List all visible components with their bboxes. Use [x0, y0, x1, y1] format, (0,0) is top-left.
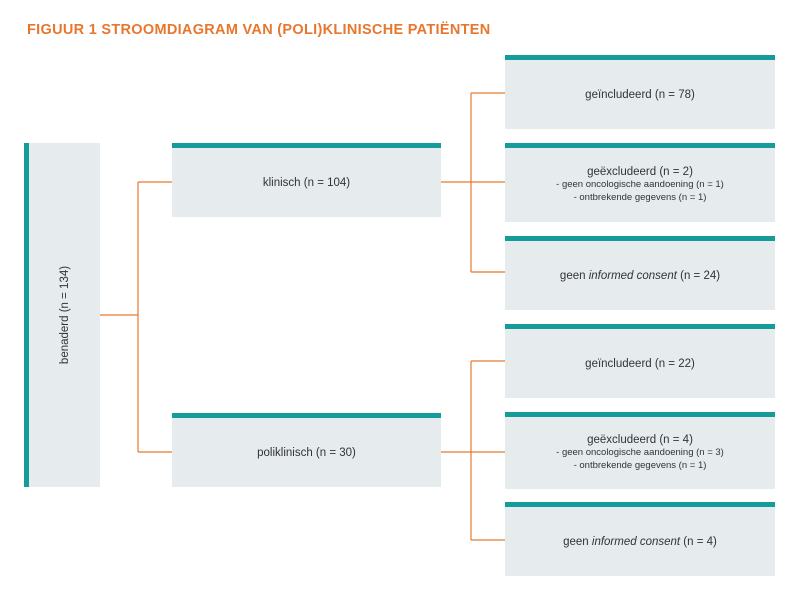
exclusion-reason: - geen oncologische aandoening (n = 1) [556, 179, 724, 190]
label-italic: informed consent [591, 535, 681, 548]
outcome-box-included [505, 324, 775, 398]
outcome-label [563, 536, 717, 548]
branch-label: poliklinisch (n = 30) [257, 446, 356, 459]
root-label: benaderd (n = 134) [58, 265, 71, 365]
figure-title: FIGUUR 1 STROOMDIAGRAM VAN (POLI)KLINISCHE PATIËNTEN [27, 22, 491, 38]
label-suffix: (n = 24) [676, 269, 721, 282]
outcome-label: geïncludeerd (n = 22) [585, 357, 695, 370]
outcome-box-excluded [505, 412, 775, 489]
outcome-label [560, 270, 720, 282]
outcome-label: geëxcludeerd (n = 2) [587, 166, 693, 178]
branch-box-klinisch [172, 143, 441, 217]
exclusion-reason: - ontbrekende gegevens (n = 1) [573, 192, 707, 203]
outcome-label: geïncludeerd (n = 78) [585, 88, 695, 101]
branch-label: klinisch (n = 104) [262, 176, 351, 189]
label-italic: informed consent [588, 269, 677, 282]
label-prefix: geen [563, 535, 592, 548]
exclusion-reason: - ontbrekende gegevens (n = 1) [573, 460, 707, 471]
outcome-box-no-consent [505, 502, 775, 576]
label-suffix: (n = 4) [680, 535, 717, 548]
outcome-box-included [505, 55, 775, 129]
root-box-benaderd [24, 143, 100, 487]
exclusion-reason: - geen oncologische aandoening (n = 3) [556, 447, 724, 458]
branch-box-poliklinisch [172, 413, 441, 487]
label-prefix: geen [559, 269, 589, 282]
outcome-box-no-consent [505, 236, 775, 310]
outcome-label: geëxcludeerd (n = 4) [587, 434, 693, 446]
outcome-box-excluded [505, 143, 775, 222]
